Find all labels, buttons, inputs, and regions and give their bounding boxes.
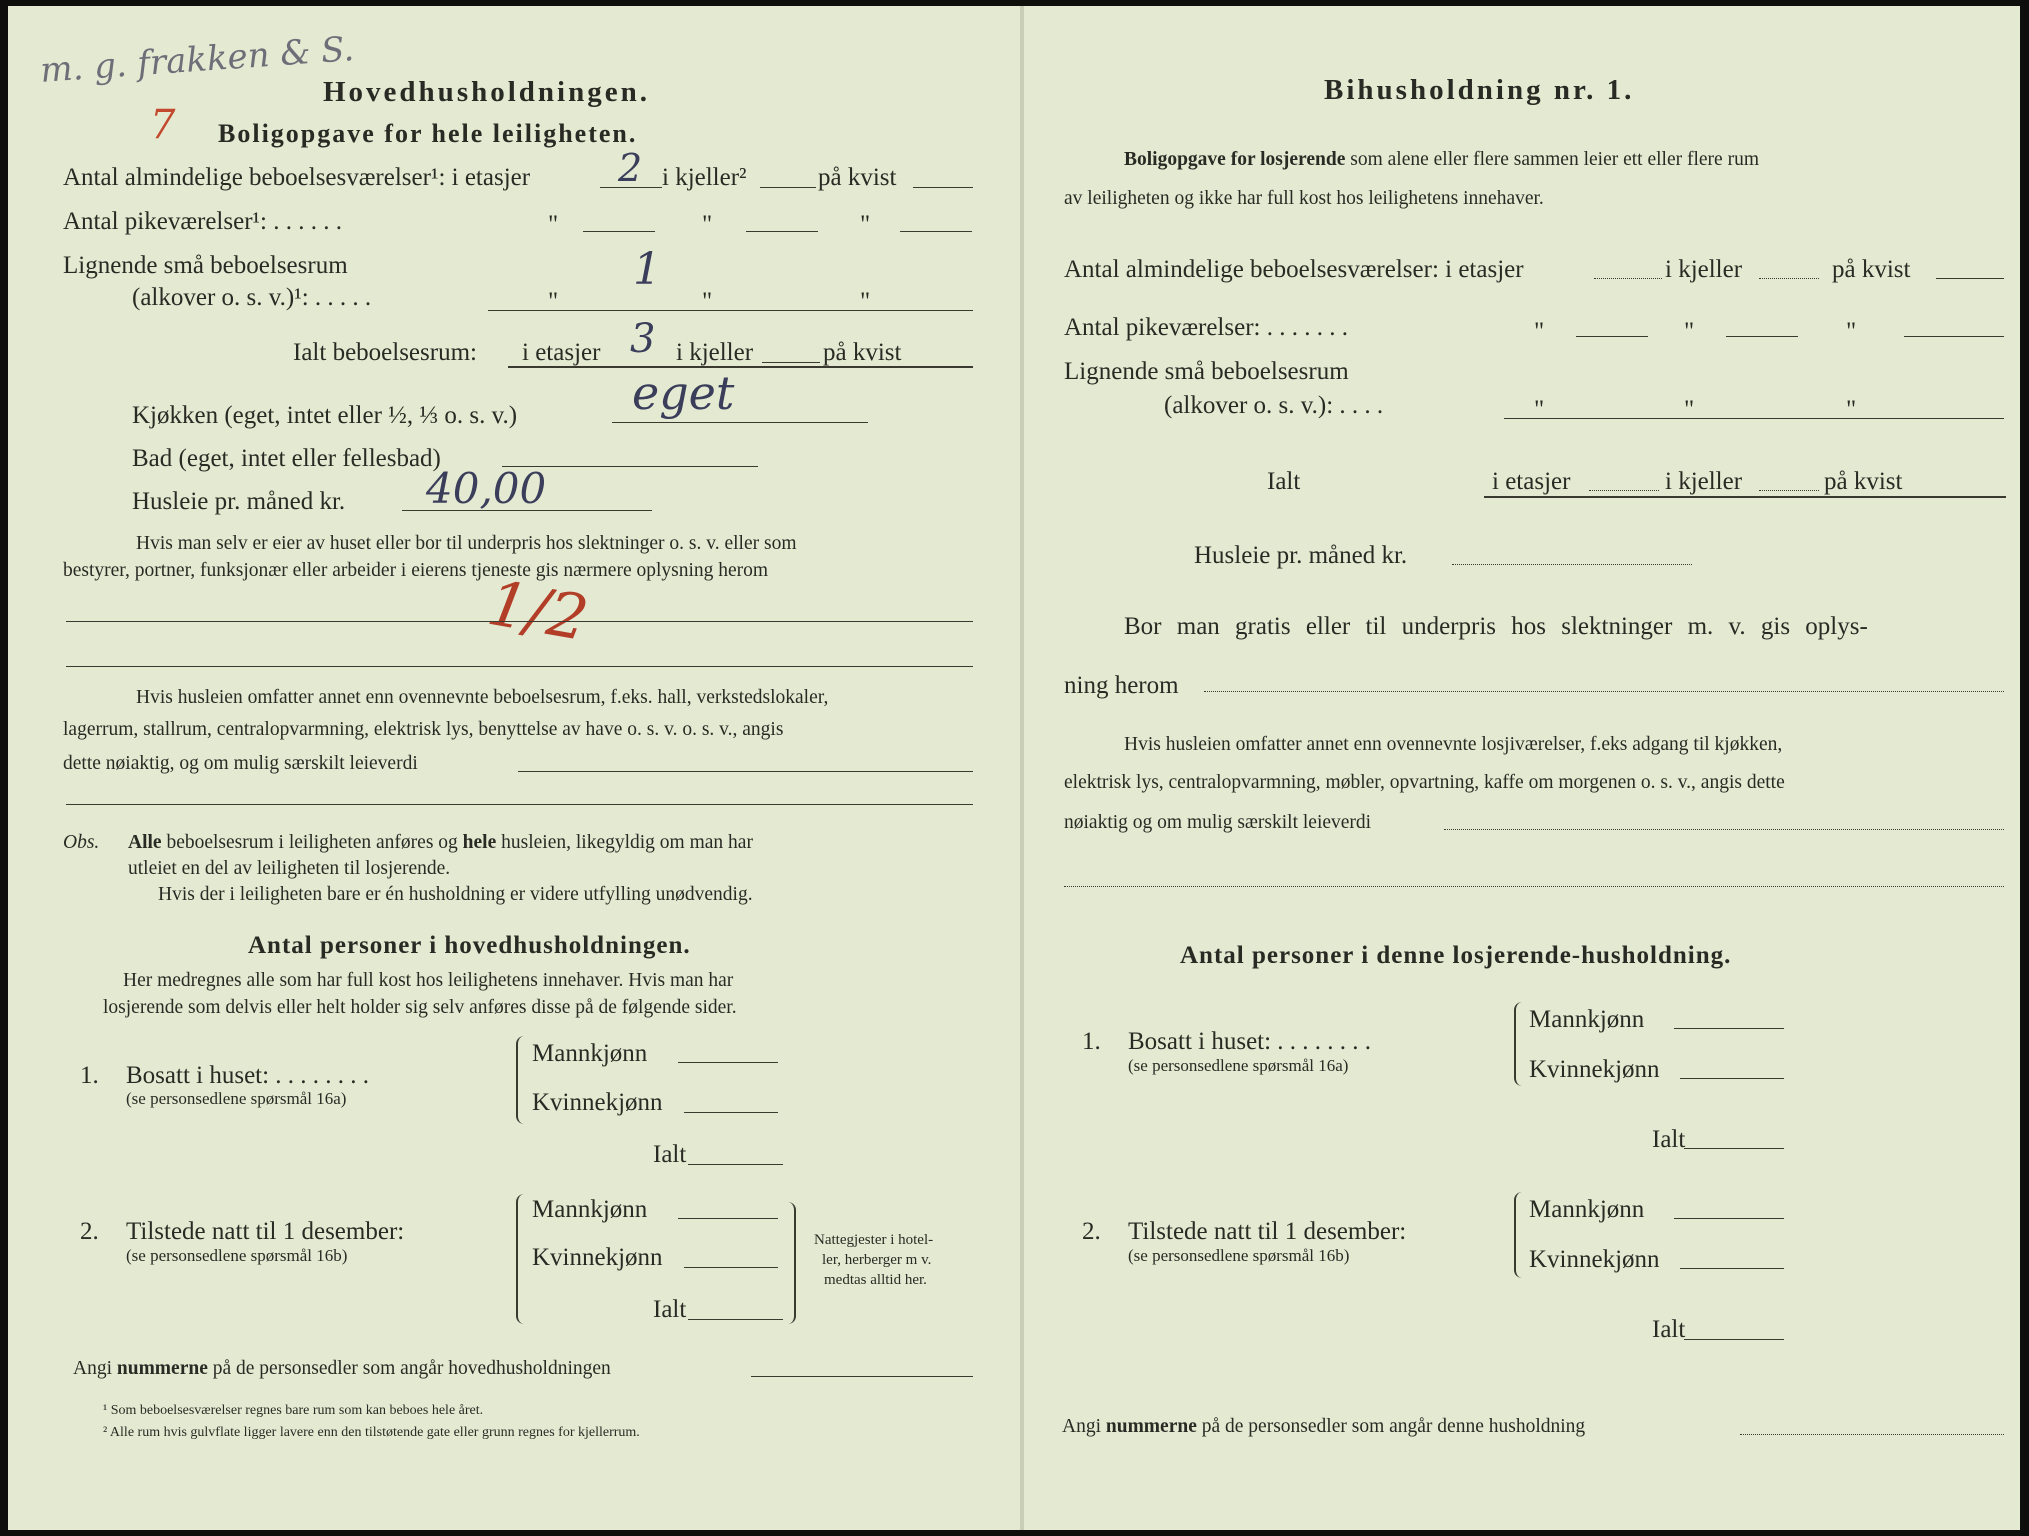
field-sub-bor[interactable] [1204,691,2004,692]
field-sub-q1-kvinne[interactable] [1680,1078,1784,1079]
field-ialt-kjeller[interactable] [762,362,820,363]
field-q2-kvinne[interactable] [684,1267,778,1268]
label-lign1: Lignende små beboelsesrum [63,252,348,279]
label-sub-lign1: Lignende små beboelsesrum [1064,358,1349,385]
sub-q2-number: 2. [1082,1218,1101,1245]
field-sub-ialt-kjeller[interactable] [1759,490,1819,491]
label-alm-kvist: på kvist [818,164,897,191]
label-sub-ialt: Ialt [1267,468,1301,495]
sub-q1-kvinne-label: Kvinnekjønn [1529,1056,1660,1083]
margin-fraction-note: 1/2 [482,565,594,656]
bor-text-1: Bor man gratis eller til underpris hos slektninger m. v. gis oplys- [1124,613,1868,640]
label-sub-husleie: Husleie pr. måned kr. [1194,542,1408,569]
sub-q2-kvinne-label: Kvinnekjønn [1529,1246,1660,1273]
sub-q1-number: 1. [1082,1028,1101,1055]
label-ialt-kjeller: i kjeller [676,339,754,366]
value-ialt-etasjer: 3 [630,316,656,362]
persons-text-1: Her medregnes alle som har full kost hos leilighetens innehaver. Hvis man har [123,970,734,991]
field-angi-sub[interactable] [1740,1434,2004,1435]
ditto-mark: " [860,288,871,315]
field-sub-husleie[interactable] [1452,564,1692,565]
nattegjester-note-2: ler, herberger m v. [822,1252,932,1268]
sub-omfatter-2: elektrisk lys, centralopvarmning, møbler, opvartning, kaffe om morgenen o. s. v., angis dette [1064,772,1785,793]
field-sub-q2-ialt[interactable] [1684,1339,1784,1340]
q2-ialt-label: Ialt [653,1296,687,1323]
omfatter-text-1: Hvis husleien omfatter annet enn ovennevnte beboelsesrum, f.eks. hall, verkstedslokaler, [136,687,829,708]
omfatter-text-3: dette nøiaktig, og om mulig særskilt leieverdi [63,753,418,774]
field-eier-line-2[interactable] [66,666,973,667]
q2-mann-label: Mannkjønn [532,1196,648,1223]
label-sub-ialt-kvist: på kvist [1824,468,1903,495]
field-sub-omfatter-1[interactable] [1444,829,2004,830]
label-alm: Antal almindelige beboelsesværelser¹: i etasjer [63,164,531,191]
q2-sub: (se personsedlene spørsmål 16b) [126,1246,348,1265]
label-sub-alm-kvist: på kvist [1832,256,1911,283]
label-ialt-kvist: på kvist [823,339,902,366]
nattegjester-note-3: medtas alltid her. [824,1272,927,1288]
q2-kvinne-label: Kvinnekjønn [532,1244,663,1271]
field-alm-kjeller[interactable] [760,187,816,188]
field-sub-alm-kjeller[interactable] [1759,278,1819,279]
value-kjokken: eget [632,366,735,420]
intro-line-2: av leiligheten og ikke har full kost hos leilighetens innehaver. [1064,188,1544,209]
label-sub-alm-kjeller: i kjeller [1665,256,1743,283]
ditto-mark: " [860,211,871,238]
field-q2-ialt[interactable] [688,1319,783,1320]
q2-brace [516,1194,528,1324]
label-lign2: (alkover o. s. v.)¹: . . . . . [132,284,372,311]
field-sub-ialt-etasjer[interactable] [1589,490,1659,491]
label-alm-kjeller: i kjeller² [662,164,747,191]
field-sub-pike-kjeller[interactable] [1726,336,1798,337]
eier-text-2: bestyrer, portner, funksjonær eller arbeider i eierens tjeneste gis nærmere oplysning herom [63,560,769,581]
ditto-mark: " [548,288,559,315]
field-q1-ialt[interactable] [688,1164,783,1165]
ditto-mark: " [1534,318,1545,345]
field-sub-alm-kvist[interactable] [1936,278,2004,279]
obs-line-3: Hvis der i leiligheten bare er én husholdning er videre utfylling unødvendig. [158,884,753,905]
field-ialt-row[interactable] [508,366,973,368]
sub-omfatter-3: nøiaktig og om mulig særskilt leieverdi [1064,812,1372,833]
sub-q2-mann-label: Mannkjønn [1529,1196,1645,1223]
sub-q2-label: Tilstede natt til 1 desember: [1128,1218,1407,1245]
field-sub-q2-mann[interactable] [1674,1218,1784,1219]
field-sub-alkover-row[interactable] [1504,418,2004,419]
field-alkover-row[interactable] [488,310,973,311]
sub-omfatter-1: Hvis husleien omfatter annet enn ovennevnte losjiværelser, f.eks adgang til kjøkken, [1124,734,1783,755]
ditto-mark: " [702,288,713,315]
q1-number: 1. [80,1062,99,1089]
field-sub-pike-kvist[interactable] [1904,336,2004,337]
field-omfatter-2[interactable] [66,804,973,805]
q1-brace [516,1036,528,1124]
field-sub-omfatter-2[interactable] [1064,886,2004,887]
persons-title-sub: Antal personer i denne losjerende-husholdning. [1180,942,1732,969]
ditto-mark: " [1846,318,1857,345]
field-husleie[interactable] [402,510,652,511]
sub-household-page [1024,6,2020,1530]
footnote-1: ¹ Som beboelsesværelser regnes bare rum som kan beboes hele året. [103,1403,484,1418]
field-alm-kvist[interactable] [913,187,973,188]
field-eier-line-1[interactable] [66,621,973,622]
ditto-mark: " [1684,318,1695,345]
sub-q1-mann-label: Mannkjønn [1529,1006,1645,1033]
sub-q2-sub: (se personsedlene spørsmål 16b) [1128,1246,1350,1265]
label-sub-pike: Antal pikeværelser: . . . . . . . [1064,314,1348,341]
field-q1-kvinne[interactable] [684,1112,778,1113]
eier-text-1: Hvis man selv er eier av huset eller bor til underpris hos slektninger o. s. v. eller som [136,533,797,554]
obs-line-1: Alle beboelsesrum i leiligheten anføres og hele husleien, likegyldig om man har [128,832,753,853]
value-alkover: 1 [633,244,661,295]
q1-ialt-label: Ialt [653,1141,687,1168]
label-sub-lign2: (alkover o. s. v.): . . . . [1164,392,1384,419]
intro-line-1: Boligopgave for losjerende som alene eller flere sammen leier ett eller flere rum [1124,149,1759,170]
field-omfatter-1[interactable] [518,771,973,772]
field-q2-mann[interactable] [678,1218,778,1219]
q2-label: Tilstede natt til 1 desember: [126,1218,405,1245]
main-household-page [8,6,1020,1530]
sub-q1-sub: (se personsedlene spørsmål 16a) [1128,1056,1349,1075]
sub-q1-ialt-label: Ialt [1652,1126,1686,1153]
census-form-sheet [8,6,2020,1530]
ditto-mark: " [548,211,559,238]
label-bad: Bad (eget, intet eller fellesbad) [132,445,441,472]
ditto-mark: " [1534,396,1545,423]
sub-q1-brace [1514,1002,1526,1086]
field-kjokken[interactable] [612,422,868,423]
field-pike-kjeller[interactable] [746,231,818,232]
field-q1-mann[interactable] [678,1062,778,1063]
label-kjokken: Kjøkken (eget, intet eller ½, ⅓ o. s. v.) [132,402,518,429]
angi-numbers-main: Angi nummerne på de personsedler som angår hovedhusholdningen [73,1358,611,1379]
label-sub-ialt-etasjer: i etasjer [1492,468,1571,495]
field-pike-kvist[interactable] [900,231,972,232]
field-sub-q1-mann[interactable] [1674,1028,1784,1029]
field-sub-alm-etasjer[interactable] [1594,278,1662,279]
sub-q2-brace [1514,1192,1526,1278]
field-angi-main[interactable] [751,1376,973,1377]
subtitle-main: Boligopgave for hele leiligheten. [218,119,638,148]
q1-kvinne-label: Kvinnekjønn [532,1089,663,1116]
field-pike-etasjer[interactable] [583,231,655,232]
persons-title-main: Antal personer i hovedhusholdningen. [248,932,691,959]
label-ialt: Ialt beboelsesrum: [293,339,477,366]
footnote-2: ² Alle rum hvis gulvflate ligger lavere enn den tilstøtende gate eller grunn regnes for kjellerrum. [103,1425,640,1440]
nattegjester-brace [782,1202,796,1324]
omfatter-text-2: lagerrum, stallrum, centralopvarmning, elektrisk lys, benyttelse av have o. s. v. o. s. v., angis [63,719,784,740]
persons-text-2: losjerende som delvis eller helt holder sig selv anføres disse på de følgende sider. [103,997,737,1018]
label-ialt-etasjer: i etasjer [522,339,601,366]
value-husleie: 40,00 [426,464,547,513]
nattegjester-note-1: Nattegjester i hotel- [814,1232,934,1248]
field-sub-q2-kvinne[interactable] [1680,1268,1784,1269]
page-title-main: Hovedhusholdningen. [323,76,650,108]
label-sub-ialt-kjeller: i kjeller [1665,468,1743,495]
angi-numbers-sub: Angi nummerne på de personsedler som angår denne husholdning [1062,1416,1586,1437]
q1-label: Bosatt i huset: . . . . . . . . [126,1062,370,1089]
label-pike: Antal pikeværelser¹: . . . . . . [63,208,342,235]
ditto-mark: " [1684,396,1695,423]
field-sub-q1-ialt[interactable] [1684,1148,1784,1149]
handwritten-top-note: m. g. frakken & S. [38,29,356,91]
obs-line-2: utleiet en del av leiligheten til losjerende. [128,858,451,879]
field-sub-pike-etasjer[interactable] [1576,336,1648,337]
bor-text-2: ning herom [1064,672,1179,699]
page-title-sub: Bihusholdning nr. 1. [1324,74,1635,106]
ditto-mark: " [702,211,713,238]
field-sub-ialt-row[interactable] [1484,496,2006,498]
handwritten-number: 7 [150,102,176,148]
q1-mann-label: Mannkjønn [532,1040,648,1067]
value-alm-etasjer: 2 [618,146,643,190]
q2-number: 2. [80,1218,99,1245]
q1-sub: (se personsedlene spørsmål 16a) [126,1089,347,1108]
sub-q2-ialt-label: Ialt [1652,1316,1686,1343]
obs-label: Obs. [63,832,100,853]
label-husleie: Husleie pr. måned kr. [132,488,346,515]
sub-q1-label: Bosatt i huset: . . . . . . . . [1128,1028,1372,1055]
ditto-mark: " [1846,396,1857,423]
label-sub-alm: Antal almindelige beboelsesværelser: i etasjer [1064,256,1524,283]
